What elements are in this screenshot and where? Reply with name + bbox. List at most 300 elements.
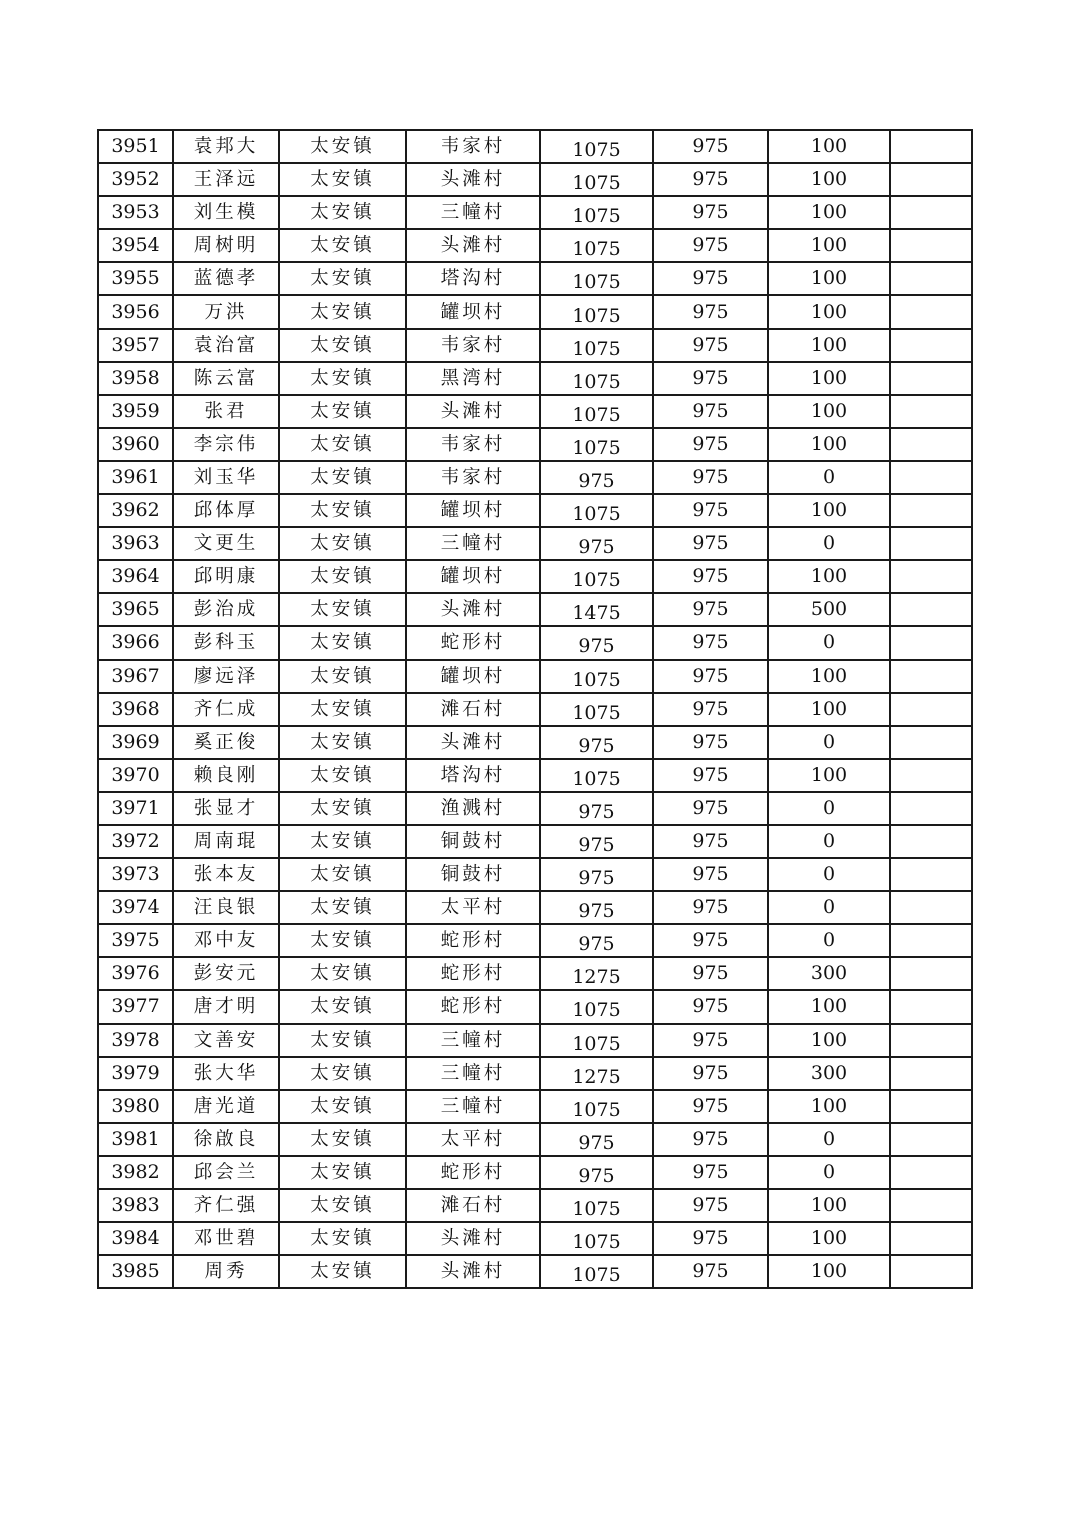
town-text: 太安镇 [310,1128,375,1150]
row-number-cell [98,990,173,1023]
amount-c-cell [768,1222,890,1255]
town-cell [279,329,406,362]
town-text: 太安镇 [310,202,375,224]
amount-a-cell [540,858,653,891]
town-cell [279,1189,406,1222]
name-text: 齐仁强 [193,1195,259,1217]
row-number-text: 3970 [111,763,160,786]
name-text: 张大华 [193,1062,259,1084]
name-cell [173,957,279,990]
name-cell [173,593,279,626]
village-text: 蛇形村 [440,632,506,654]
village-cell [406,1123,540,1156]
row-number-text: 3973 [111,863,160,886]
village-cell [406,1255,540,1288]
town-text: 太安镇 [310,599,375,621]
row-number-cell [98,858,173,891]
amount-a-text: 1075 [572,668,621,691]
town-cell [279,295,406,328]
amount-c-cell [768,1189,890,1222]
name-text: 周树明 [193,235,259,257]
amount-a-cell [540,1222,653,1255]
town-text: 太安镇 [310,764,375,786]
amount-c-cell [768,1057,890,1090]
name-text: 彭安元 [193,963,259,985]
table-row [98,295,972,328]
name-cell [173,362,279,395]
row-number-text: 3971 [111,796,160,819]
row-number-cell [98,1222,173,1255]
note-cell [890,130,972,163]
note-cell [890,329,972,362]
amount-a-cell [540,626,653,659]
amount-b-cell [653,593,768,626]
row-number-text: 3960 [111,432,160,455]
table-row [98,196,972,229]
name-cell [173,1024,279,1057]
note-cell [890,295,972,328]
table-row [98,1156,972,1189]
town-cell [279,196,406,229]
village-cell [406,494,540,527]
town-cell [279,891,406,924]
row-number-text: 3983 [111,1194,160,1217]
amount-b-text: 975 [692,763,729,786]
amount-c-text: 100 [810,135,848,158]
name-cell [173,1090,279,1123]
amount-c-text: 0 [822,1127,836,1150]
data-table [97,129,973,1289]
row-number-cell [98,395,173,428]
note-cell [890,660,972,693]
row-number-text: 3982 [111,1160,160,1183]
amount-b-cell [653,990,768,1023]
table-row [98,362,972,395]
village-text: 滩石村 [440,1195,506,1217]
amount-b-text: 975 [692,631,729,654]
table-row [98,858,972,891]
row-number-text: 3976 [111,962,160,985]
table-row [98,163,972,196]
note-cell [890,1156,972,1189]
village-cell [406,527,540,560]
amount-a-cell [540,196,653,229]
amount-a-text: 1075 [572,172,621,195]
amount-b-cell [653,924,768,957]
amount-b-text: 975 [692,1260,729,1283]
row-number-text: 3964 [111,565,160,588]
amount-b-text: 975 [692,896,729,919]
village-text: 头滩村 [440,1228,506,1250]
amount-c-text: 100 [810,1260,848,1283]
note-cell [890,560,972,593]
town-cell [279,1057,406,1090]
village-cell [406,1189,540,1222]
town-cell [279,1024,406,1057]
amount-c-cell [768,858,890,891]
village-cell [406,726,540,759]
amount-a-text: 1075 [572,304,621,327]
town-text: 太安镇 [310,963,375,985]
name-cell [173,792,279,825]
table-row [98,626,972,659]
row-number-text: 3974 [111,896,160,919]
row-number-text: 3952 [111,168,160,191]
village-cell [406,295,540,328]
row-number-cell [98,1123,173,1156]
amount-a-cell [540,130,653,163]
amount-c-cell [768,1255,890,1288]
note-cell [890,1123,972,1156]
amount-b-text: 975 [692,135,729,158]
amount-b-text: 975 [692,399,729,422]
town-text: 太安镇 [310,1261,375,1283]
row-number-cell [98,163,173,196]
name-cell [173,395,279,428]
amount-a-text: 975 [578,933,615,956]
amount-c-text: 0 [822,796,836,819]
amount-b-cell [653,1156,768,1189]
village-cell [406,693,540,726]
note-cell [890,196,972,229]
town-cell [279,395,406,428]
village-text: 头滩村 [440,235,506,257]
name-text: 张本友 [193,864,259,886]
town-text: 太安镇 [310,235,375,257]
amount-a-text: 975 [578,536,615,559]
amount-a-text: 1075 [572,337,621,360]
note-cell [890,1090,972,1123]
amount-a-text: 1075 [572,139,621,162]
amount-c-text: 100 [810,201,848,224]
amount-a-cell [540,560,653,593]
amount-a-text: 975 [578,1164,615,1187]
village-text: 蛇形村 [440,1161,506,1183]
amount-b-cell [653,1255,768,1288]
amount-c-text: 100 [810,234,848,257]
town-cell [279,626,406,659]
village-text: 罐坝村 [440,566,506,588]
village-cell [406,229,540,262]
row-number-cell [98,660,173,693]
town-text: 太安镇 [310,1195,375,1217]
amount-b-text: 975 [692,1061,729,1084]
village-cell [406,858,540,891]
village-cell [406,593,540,626]
town-cell [279,262,406,295]
name-cell [173,1123,279,1156]
amount-c-text: 100 [810,499,848,522]
amount-b-cell [653,1090,768,1123]
village-cell [406,759,540,792]
village-text: 蛇形村 [440,963,506,985]
row-number-cell [98,560,173,593]
amount-a-text: 1075 [572,767,621,790]
town-cell [279,726,406,759]
amount-c-cell [768,1123,890,1156]
name-text: 李宗伟 [193,433,259,455]
name-cell [173,891,279,924]
name-cell [173,990,279,1023]
amount-a-text: 1075 [572,205,621,228]
amount-b-cell [653,759,768,792]
amount-c-text: 0 [822,896,836,919]
village-text: 韦家村 [440,334,506,356]
amount-b-text: 975 [692,697,729,720]
amount-a-cell [540,990,653,1023]
amount-b-cell [653,891,768,924]
name-text: 邱明康 [193,566,259,588]
village-text: 蛇形村 [440,996,506,1018]
amount-c-cell [768,957,890,990]
town-cell [279,924,406,957]
town-text: 太安镇 [310,433,375,455]
name-cell [173,858,279,891]
amount-a-cell [540,1255,653,1288]
amount-a-cell [540,726,653,759]
amount-a-cell [540,163,653,196]
town-cell [279,957,406,990]
amount-b-text: 975 [692,598,729,621]
table-row [98,527,972,560]
amount-c-text: 100 [810,1194,848,1217]
town-cell [279,527,406,560]
amount-c-cell [768,593,890,626]
note-cell [890,924,972,957]
amount-b-cell [653,163,768,196]
name-cell [173,1222,279,1255]
amount-a-cell [540,957,653,990]
row-number-cell [98,593,173,626]
amount-c-cell [768,163,890,196]
amount-c-text: 0 [822,1160,836,1183]
amount-a-text: 975 [578,635,615,658]
note-cell [890,726,972,759]
name-text: 万洪 [204,301,248,323]
amount-a-cell [540,891,653,924]
amount-c-text: 300 [810,1061,848,1084]
amount-c-cell [768,759,890,792]
town-text: 太安镇 [310,996,375,1018]
amount-c-cell [768,660,890,693]
note-cell [890,527,972,560]
row-number-cell [98,924,173,957]
village-cell [406,395,540,428]
name-cell [173,759,279,792]
amount-c-text: 0 [822,631,836,654]
village-cell [406,891,540,924]
table-row [98,825,972,858]
amount-a-text: 1075 [572,999,621,1022]
amount-a-text: 975 [578,800,615,823]
amount-b-text: 975 [692,1028,729,1051]
village-text: 罐坝村 [440,665,506,687]
row-number-cell [98,262,173,295]
amount-a-text: 1275 [572,966,621,989]
amount-b-text: 975 [692,300,729,323]
amount-b-text: 975 [692,532,729,555]
village-text: 太平村 [440,1128,506,1150]
town-cell [279,693,406,726]
name-cell [173,527,279,560]
note-cell [890,362,972,395]
town-cell [279,1222,406,1255]
amount-c-text: 0 [822,465,836,488]
amount-a-cell [540,527,653,560]
amount-c-cell [768,792,890,825]
amount-a-cell [540,362,653,395]
name-text: 汪良银 [193,897,259,919]
amount-c-cell [768,1156,890,1189]
amount-c-cell [768,130,890,163]
amount-c-cell [768,560,890,593]
amount-b-cell [653,560,768,593]
village-text: 头滩村 [440,599,506,621]
amount-c-cell [768,825,890,858]
amount-b-cell [653,362,768,395]
amount-c-text: 100 [810,697,848,720]
row-number-text: 3980 [111,1094,160,1117]
row-number-text: 3984 [111,1227,160,1250]
amount-a-text: 1075 [572,1264,621,1287]
name-text: 奚正俊 [193,731,259,753]
village-cell [406,660,540,693]
table-row [98,262,972,295]
name-cell [173,262,279,295]
row-number-text: 3967 [111,664,160,687]
table-row [98,1222,972,1255]
amount-c-text: 100 [810,267,848,290]
amount-b-cell [653,626,768,659]
village-text: 韦家村 [440,136,506,158]
village-text: 三幢村 [440,533,506,555]
name-text: 王泽远 [193,169,259,191]
town-cell [279,1156,406,1189]
name-cell [173,726,279,759]
amount-b-text: 975 [692,1194,729,1217]
table-row [98,1255,972,1288]
name-text: 周秀 [204,1261,248,1283]
amount-c-cell [768,891,890,924]
amount-a-cell [540,660,653,693]
amount-b-text: 975 [692,499,729,522]
amount-b-cell [653,196,768,229]
name-text: 邱会兰 [193,1161,259,1183]
town-text: 太安镇 [310,566,375,588]
amount-a-cell [540,494,653,527]
name-text: 陈云富 [193,367,259,389]
town-cell [279,593,406,626]
row-number-cell [98,1189,173,1222]
name-cell [173,1156,279,1189]
amount-a-cell [540,1090,653,1123]
row-number-cell [98,792,173,825]
amount-c-text: 100 [810,763,848,786]
row-number-text: 3969 [111,730,160,753]
town-text: 太安镇 [310,1062,375,1084]
village-text: 三幢村 [440,202,506,224]
amount-a-text: 1075 [572,1198,621,1221]
table-row [98,1090,972,1123]
town-text: 太安镇 [310,136,375,158]
village-text: 头滩村 [440,1261,506,1283]
note-cell [890,990,972,1023]
note-cell [890,1222,972,1255]
table-body [98,130,972,1288]
row-number-text: 3975 [111,929,160,952]
name-cell [173,560,279,593]
amount-c-cell [768,990,890,1023]
amount-c-text: 0 [822,532,836,555]
town-text: 太安镇 [310,632,375,654]
row-number-text: 3954 [111,234,160,257]
table-row [98,726,972,759]
amount-a-text: 1075 [572,271,621,294]
amount-b-text: 975 [692,863,729,886]
amount-c-text: 100 [810,432,848,455]
amount-b-text: 975 [692,333,729,356]
name-text: 彭治成 [193,599,259,621]
row-number-cell [98,693,173,726]
amount-a-text: 975 [578,867,615,890]
row-number-cell [98,527,173,560]
town-text: 太安镇 [310,268,375,290]
name-text: 唐光道 [193,1095,259,1117]
amount-a-cell [540,792,653,825]
amount-c-text: 100 [810,399,848,422]
amount-a-text: 1075 [572,403,621,426]
row-number-cell [98,461,173,494]
row-number-text: 3959 [111,399,160,422]
amount-a-text: 1075 [572,1098,621,1121]
name-cell [173,825,279,858]
name-cell [173,693,279,726]
name-text: 唐才明 [193,996,259,1018]
village-cell [406,428,540,461]
name-text: 周南琨 [193,831,259,853]
amount-a-cell [540,329,653,362]
village-cell [406,130,540,163]
amount-b-cell [653,957,768,990]
row-number-text: 3966 [111,631,160,654]
town-cell [279,660,406,693]
table-row [98,593,972,626]
name-cell [173,1057,279,1090]
amount-b-text: 975 [692,168,729,191]
note-cell [890,759,972,792]
note-cell [890,825,972,858]
name-text: 邱体厚 [193,500,259,522]
village-text: 头滩村 [440,400,506,422]
row-number-cell [98,295,173,328]
town-text: 太安镇 [310,1095,375,1117]
amount-b-text: 975 [692,1160,729,1183]
row-number-cell [98,1090,173,1123]
town-text: 太安镇 [310,301,375,323]
town-text: 太安镇 [310,533,375,555]
name-text: 邓世碧 [193,1228,259,1250]
amount-c-text: 100 [810,333,848,356]
village-text: 三幢村 [440,1062,506,1084]
amount-b-cell [653,792,768,825]
amount-b-text: 975 [692,201,729,224]
name-text: 邓中友 [193,930,259,952]
town-text: 太安镇 [310,731,375,753]
town-text: 太安镇 [310,334,375,356]
amount-a-text: 1075 [572,569,621,592]
row-number-cell [98,196,173,229]
amount-a-text: 1075 [572,238,621,261]
